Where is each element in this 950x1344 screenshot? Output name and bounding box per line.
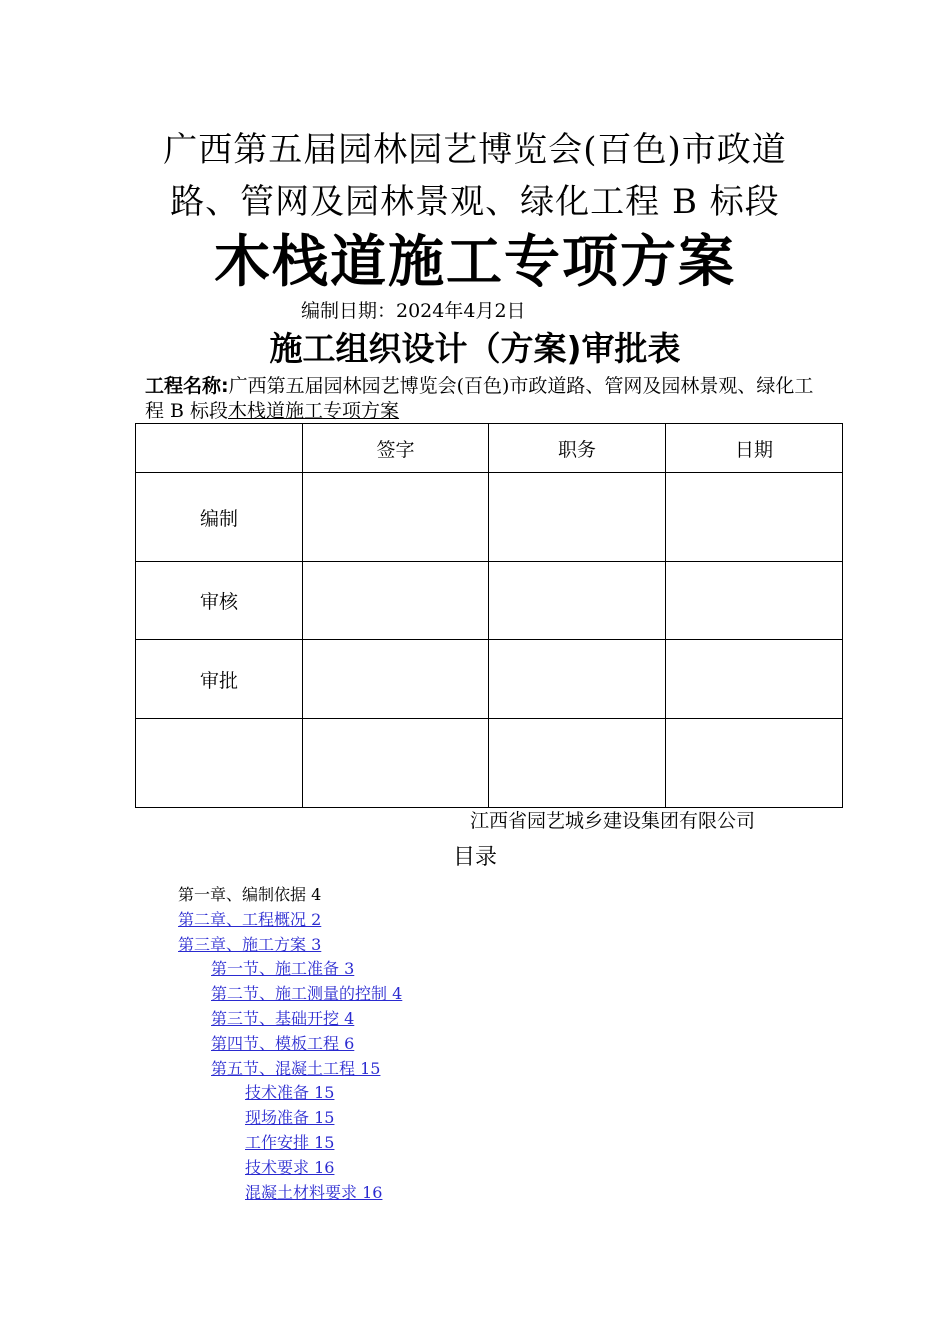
- signature-cell[interactable]: [303, 562, 489, 640]
- toc-item: 第一章、编制依据 4: [178, 885, 322, 904]
- position-cell[interactable]: [489, 640, 666, 719]
- toc-item[interactable]: 技术要求 16: [245, 1157, 335, 1177]
- toc-title: 目录: [452, 845, 497, 870]
- table-header-row: [136, 424, 843, 473]
- title-line-1: 广西第五届园林园艺博览会(百色)市政道: [163, 130, 787, 170]
- approval-form-title: 施工组织设计（方案)审批表: [269, 329, 681, 368]
- toc-item[interactable]: 工作安排 15: [245, 1133, 335, 1152]
- toc-item[interactable]: 第一节、施工准备 3: [211, 959, 355, 979]
- position-cell[interactable]: [489, 562, 666, 640]
- row-label: [136, 719, 303, 808]
- approval-table: [135, 423, 843, 808]
- project-name: [145, 374, 825, 424]
- main-title: 木栈道施工专项方案: [214, 230, 736, 295]
- signature-cell[interactable]: [303, 473, 489, 562]
- project-name-label: 工程名称:: [145, 375, 229, 397]
- signature-cell[interactable]: [303, 640, 489, 719]
- toc-item[interactable]: 现场准备 15: [245, 1108, 335, 1128]
- row-label: 审批: [136, 640, 303, 719]
- compile-date: 编制日期：2024年4月2日: [301, 300, 526, 322]
- project-name-text: 广西第五届园林园艺博览会(百色)市政道路、管网及园林景观、绿化工程 B 标段: [145, 375, 814, 422]
- position-cell[interactable]: [489, 719, 666, 808]
- toc-item[interactable]: 第二章、工程概况 2: [178, 909, 322, 929]
- toc-item[interactable]: 第三章、施工方案 3: [178, 934, 322, 954]
- project-name-underlined-text: 木栈道施工专项方案: [228, 400, 400, 422]
- title-line-2: 路、管网及园林景观、绿化工程 B 标段: [170, 182, 780, 222]
- toc-item[interactable]: 第四节、模板工程 6: [211, 1033, 355, 1053]
- date-cell[interactable]: [666, 640, 843, 719]
- toc-item[interactable]: 第二节、施工测量的控制 4: [211, 984, 403, 1004]
- toc-item[interactable]: 技术准备 15: [245, 1083, 335, 1103]
- header-cell-position: 职务: [489, 424, 666, 473]
- toc-item[interactable]: 混凝土材料要求 16: [245, 1182, 383, 1202]
- header-cell-blank: [136, 424, 303, 473]
- signature-cell[interactable]: [303, 719, 489, 808]
- table-row: [136, 719, 843, 808]
- header-cell-date: 日期: [666, 424, 843, 473]
- date-cell[interactable]: [666, 473, 843, 562]
- header-cell-signature: 签字: [303, 424, 489, 473]
- table-row: [136, 562, 843, 640]
- company-name: 江西省园艺城乡建设集团有限公司: [470, 810, 756, 832]
- toc-item[interactable]: 第五节、混凝土工程 15: [211, 1058, 381, 1078]
- date-cell[interactable]: [666, 562, 843, 640]
- row-label: 编制: [136, 473, 303, 562]
- table-row: [136, 640, 843, 719]
- date-cell[interactable]: [666, 719, 843, 808]
- position-cell[interactable]: [489, 473, 666, 562]
- row-label: 审核: [136, 562, 303, 640]
- toc-item[interactable]: 第三节、基础开挖 4: [211, 1009, 355, 1028]
- table-row: [136, 473, 843, 562]
